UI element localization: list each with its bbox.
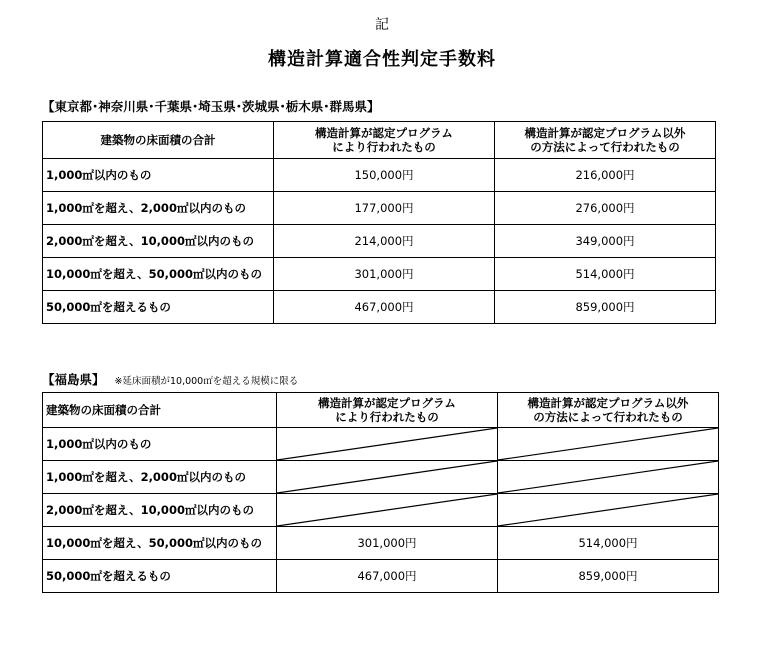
not-applicable-cell <box>498 494 719 527</box>
section2-heading-text: 【福島県】 <box>42 372 105 387</box>
column-header-line: により行われたもの <box>332 140 436 154</box>
column-header-line: 構造計算が認定プログラム <box>315 125 453 140</box>
fee-other: 514,000円 <box>498 527 719 560</box>
fee-other: 514,000円 <box>495 258 716 291</box>
row-label: 50,000㎡を超えるもの <box>43 291 274 324</box>
not-applicable-cell <box>277 494 498 527</box>
column-header-line: 構造計算が認定プログラム <box>318 395 456 410</box>
column-header-line: の方法によって行われたもの <box>530 140 680 154</box>
fee-other: 859,000円 <box>495 291 716 324</box>
fee-certified: 301,000円 <box>274 258 495 291</box>
diagonal-strike-icon <box>277 461 497 493</box>
table-row <box>43 159 716 192</box>
table-row <box>43 291 716 324</box>
table-row <box>43 192 716 225</box>
row-label: 2,000㎡を超え、10,000㎡以内のもの <box>43 225 274 258</box>
fee-table-kanto <box>42 121 716 324</box>
column-header-line: により行われたもの <box>335 410 439 424</box>
fee-other: 349,000円 <box>495 225 716 258</box>
diagonal-strike-icon <box>498 428 718 460</box>
not-applicable-cell <box>277 461 498 494</box>
fee-other: 216,000円 <box>495 159 716 192</box>
column-header-certified-program <box>277 393 498 428</box>
column-header-line: の方法によって行われたもの <box>533 410 683 424</box>
row-label: 10,000㎡を超え、50,000㎡以内のもの <box>43 527 277 560</box>
column-header-certified-program <box>274 122 495 159</box>
column-header-other-method <box>498 393 719 428</box>
fee-other: 859,000円 <box>498 560 719 593</box>
fee-table-fukushima <box>42 392 719 593</box>
table-row <box>43 494 719 527</box>
fee-certified: 177,000円 <box>274 192 495 225</box>
not-applicable-cell <box>498 428 719 461</box>
row-label: 10,000㎡を超え、50,000㎡以内のもの <box>43 258 274 291</box>
section1-heading <box>42 97 380 115</box>
fee-certified: 301,000円 <box>277 527 498 560</box>
fee-other: 276,000円 <box>495 192 716 225</box>
row-label: 1,000㎡以内のもの <box>43 428 277 461</box>
row-label: 2,000㎡を超え、10,000㎡以内のもの <box>43 494 277 527</box>
column-header-floor-area: 建築物の床面積の合計 <box>43 122 274 159</box>
page-title: 構造計算適合性判定手数料 <box>268 49 496 70</box>
row-label: 50,000㎡を超えるもの <box>43 560 277 593</box>
row-label: 1,000㎡以内のもの <box>43 159 274 192</box>
fee-certified: 467,000円 <box>277 560 498 593</box>
fee-certified: 467,000円 <box>274 291 495 324</box>
table-header-row <box>43 122 716 159</box>
column-header-floor-area: 建築物の床面積の合計 <box>43 393 277 428</box>
not-applicable-cell <box>277 428 498 461</box>
column-header-line: 構造計算が認定プログラム以外 <box>524 125 686 140</box>
column-header-other-method <box>495 122 716 159</box>
fee-certified: 150,000円 <box>274 159 495 192</box>
section1-heading-text: 【東京都･神奈川県･千葉県･埼玉県･茨城県･栃木県･群馬県】 <box>42 99 380 114</box>
fee-certified: 214,000円 <box>274 225 495 258</box>
diagonal-strike-icon <box>498 494 718 526</box>
section2-note: ※延床面積が10,000㎡を超える規模に限る <box>114 376 299 387</box>
table-row <box>43 461 719 494</box>
diagonal-strike-icon <box>277 428 497 460</box>
ki-heading: 記 <box>375 17 389 33</box>
table-row <box>43 527 719 560</box>
table-row <box>43 560 719 593</box>
diagonal-strike-icon <box>498 461 718 493</box>
table-row <box>43 428 719 461</box>
not-applicable-cell <box>498 461 719 494</box>
table-header-row <box>43 393 719 428</box>
section2-heading <box>42 370 298 388</box>
diagonal-strike-icon <box>277 494 497 526</box>
row-label: 1,000㎡を超え、2,000㎡以内のもの <box>43 192 274 225</box>
table-row <box>43 225 716 258</box>
row-label: 1,000㎡を超え、2,000㎡以内のもの <box>43 461 277 494</box>
column-header-line: 構造計算が認定プログラム以外 <box>527 395 689 410</box>
table-row <box>43 258 716 291</box>
